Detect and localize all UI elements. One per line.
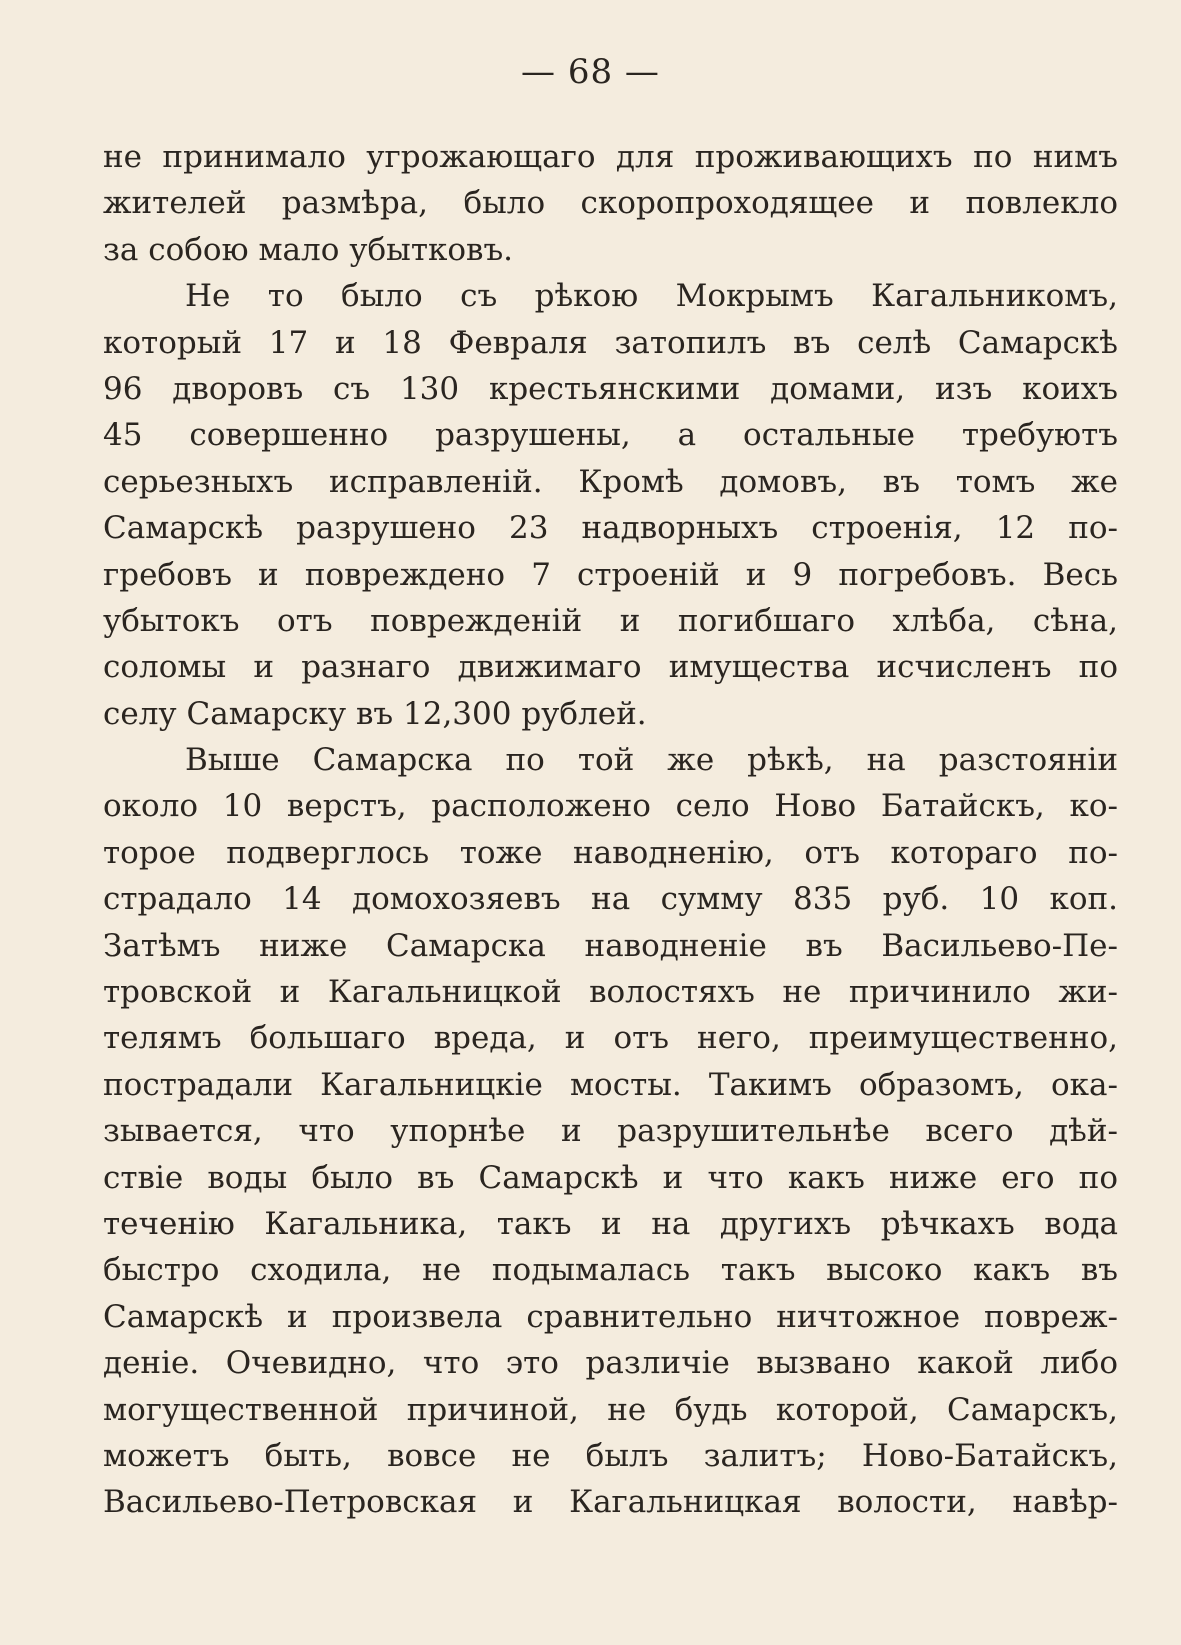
- paragraph: [103, 134, 1118, 273]
- text-line: Выше Самарска по той же рѣкѣ, на разстояніи: [185, 742, 1118, 779]
- text-line: быстро сходила, не подымалась такъ высоко какъ въ: [103, 1252, 1118, 1289]
- text-line: гребовъ и повреждено 7 строеній и 9 погребовъ. Весь: [103, 556, 1118, 593]
- paragraph: [103, 737, 1118, 1526]
- text-line: Самарскѣ и произвела сравнительно ничтожное повреж-: [103, 1298, 1118, 1335]
- text-line: Не то было съ рѣкою Мокрымъ Кагальникомъ,: [185, 278, 1118, 315]
- text-line: страдало 14 домохозяевъ на сумму 835 руб. 10 коп.: [103, 881, 1118, 918]
- text-line: деніе. Очевидно, что это различіе вызвано какой либо: [103, 1345, 1118, 1382]
- text-line: ствіе воды было въ Самарскѣ и что какъ ниже его по: [103, 1159, 1118, 1196]
- text-line: тровской и Кагальницкой волостяхъ не причинило жи-: [103, 974, 1118, 1011]
- text-line: можетъ быть, вовсе не былъ залитъ; Ново-Батайскъ,: [103, 1437, 1118, 1474]
- text-line: за собою мало убытковъ.: [103, 231, 514, 268]
- page-number: — 68 —: [521, 52, 660, 92]
- text-line: Затѣмъ ниже Самарска наводненіе въ Васильево-Пе-: [103, 927, 1118, 964]
- body-text: [103, 134, 1118, 1526]
- text-line: который 17 и 18 Февраля затопилъ въ селѣ Самарскѣ: [103, 324, 1118, 361]
- text-line: пострадали Кагальницкіе мосты. Такимъ образомъ, ока-: [103, 1066, 1118, 1103]
- text-line: 96 дворовъ съ 130 крестьянскими домами, изъ коихъ: [103, 370, 1118, 407]
- text-line: убытокъ отъ поврежденій и погибшаго хлѣба, сѣна,: [103, 602, 1118, 639]
- text-line: зывается, что упорнѣе и разрушительнѣе всего дѣй-: [103, 1113, 1118, 1150]
- text-line: не принимало угрожающаго для проживающихъ по нимъ: [103, 139, 1118, 175]
- text-line: могущественной причиной, не будь которой, Самарскъ,: [103, 1391, 1118, 1428]
- text-line: Васильево-Петровская и Кагальницкая волости, навѣр-: [103, 1484, 1118, 1521]
- text-line: теченію Кагальника, такъ и на другихъ рѣчкахъ вода: [103, 1205, 1118, 1242]
- text-line: Самарскѣ разрушено 23 надворныхъ строенія, 12 по-: [103, 510, 1118, 547]
- text-line: около 10 верстъ, расположено село Ново Батайскъ, ко-: [103, 788, 1118, 825]
- text-line: телямъ большаго вреда, и отъ него, преимущественно,: [103, 1020, 1118, 1057]
- text-line: жителей размѣра, было скоропроходящее и повлекло: [103, 185, 1118, 222]
- text-line: торое подверглось тоже наводненію, отъ котораго по-: [103, 834, 1118, 871]
- text-line: селу Самарску въ 12,300 рублей.: [103, 695, 647, 732]
- text-line: 45 совершенно разрушены, а остальные требуютъ: [103, 417, 1118, 454]
- text-line: серьезныхъ исправленій. Кромѣ домовъ, въ томъ же: [103, 463, 1118, 500]
- text-line: соломы и разнаго движимаго имущества исчисленъ по: [103, 649, 1118, 686]
- paragraph: [103, 273, 1118, 737]
